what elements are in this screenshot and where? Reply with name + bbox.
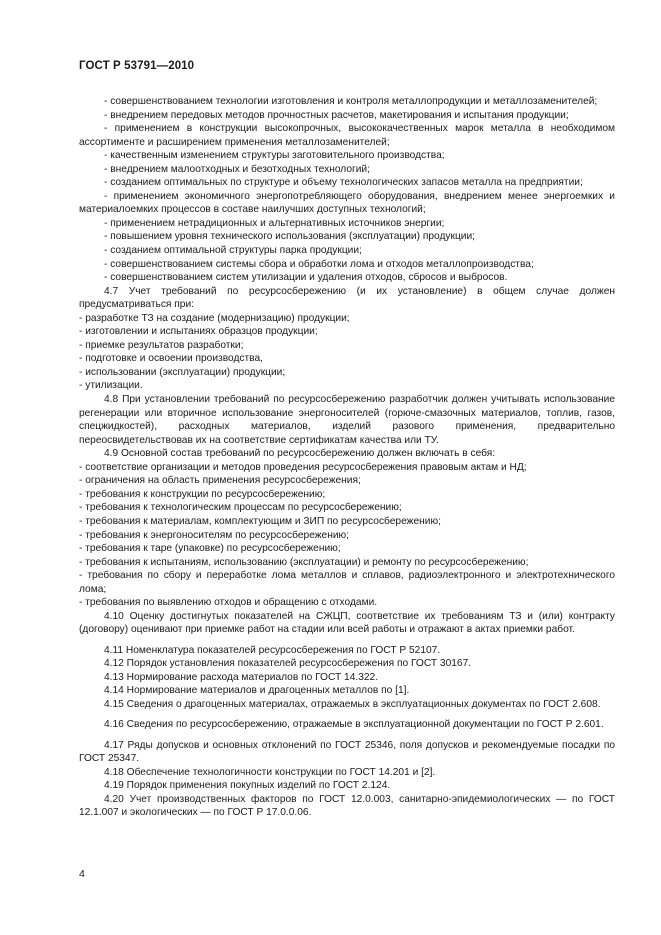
paragraph: 4.10 Оценку достигнутых показателей на СЖЦП, соответствие их требованиям ТЗ и (или) контракту (договору) оценивают при приемке работ на стадии или всей работы и отражают в актах приемки работ. (79, 610, 615, 636)
page-number: 4 (79, 868, 85, 880)
document-body (79, 95, 615, 820)
paragraph: - ограничения на область применения ресурсосбережения; (79, 475, 361, 487)
paragraph: - повышением уровня технического использования (эксплуатации) продукции; (104, 231, 475, 243)
paragraph: - утилизации. (79, 380, 143, 392)
paragraph: - созданием оптимальной структуры парка продукции; (104, 245, 362, 257)
paragraph: - совершенствованием систем утилизации и удаления отходов, сбросов и выбросов. (104, 272, 508, 284)
paragraph: 4.15 Сведения о драгоценных материалах, отражаемых в эксплуатационных документах по ГОСТ 2.608. (104, 698, 601, 710)
paragraph: - применением экономичного энергопотребляющего оборудования, внедрением менее энергоемких и материалоемких процессов в составе наилучших доступных технологий; (79, 190, 615, 216)
paragraph: 4.17 Ряды допусков и основных отклонений по ГОСТ 25346, поля допусков и рекомендуемые посадки по ГОСТ 25347. (79, 739, 615, 765)
paragraph: - требования к таре (упаковке) по ресурсосбережению; (79, 543, 341, 555)
paragraph: 4.7 Учет требований по ресурсосбережению (и их установление) в общем случае должен предусматриваться при: (79, 285, 615, 311)
paragraph: 4.12 Порядок установления показателей ресурсосбережения по ГОСТ 30167. (104, 658, 472, 670)
paragraph: 4.11 Номенклатура показателей ресурсосбережения по ГОСТ Р 52107. (104, 644, 441, 656)
paragraph: 4.13 Нормирование расхода материалов по ГОСТ 14.322. (104, 671, 379, 683)
paragraph: 4.18 Обеспечение технологичности конструкции по ГОСТ 14.201 и [2]. (104, 766, 436, 778)
paragraph: 4.20 Учет производственных факторов по ГОСТ 12.0.003, санитарно-эпидемиологических — по ГОСТ 12.1.007 и экологических — по ГОСТ Р 17.0.0.06. (79, 793, 615, 819)
paragraph: - совершенствованием технологии изготовления и контроля металлопродукции и металлозаменителей; (104, 96, 598, 107)
paragraph: - приемке результатов разработки; (79, 339, 244, 351)
paragraph: 4.19 Порядок применения покупных изделий по ГОСТ 2.124. (104, 780, 391, 792)
paragraph: - качественным изменением структуры заготовительного производства; (104, 150, 445, 162)
paragraph: - требования к энергоносителям по ресурсосбережению; (79, 529, 350, 541)
paragraph: 4.16 Сведения по ресурсосбережению, отражаемые в эксплуатационной документации по ГОСТ Р 2.601. (104, 719, 604, 731)
paragraph: - использовании (эксплуатации) продукции; (79, 366, 286, 378)
paragraph: - внедрением передовых методов прочностных расчетов, макетирования и испытания продукции; (104, 109, 569, 121)
paragraph: - совершенствованием системы сбора и обработки лома и отходов металлопроизводства; (104, 258, 534, 270)
paragraph: - требования по выявлению отходов и обращению с отходами. (79, 597, 378, 609)
paragraph: - разработке ТЗ на создание (модернизацию) продукции; (79, 312, 350, 324)
paragraph: - требования к испытаниям, использованию (эксплуатации) и ремонту по ресурсосбережению; (79, 556, 529, 568)
document-header: ГОСТ Р 53791—2010 (79, 60, 195, 72)
paragraph: - требования по сбору и переработке лома металлов и сплавов, радиоэлектронного и электротехнического лома; (79, 570, 615, 595)
paragraph: 4.9 Основной состав требований по ресурсосбережению должен включать в себя: (104, 448, 496, 460)
paragraph: - требования к конструкции по ресурсосбережению; (79, 488, 326, 500)
paragraph: - подготовке и освоении производства, (79, 353, 263, 365)
paragraph: 4.8 При установлении требований по ресурсосбережению разработчик должен учитывать использование регенерации или вторичное использование энергоносителей (горюче-смазочных материалов, топлив, газов, спецжидкостей), расходных материалов, изделий разового применения, предварительно переосвидетельствовав их на соответствие сертификатам качества или ТУ. (79, 394, 615, 446)
paragraph: - применением в конструкции высокопрочных, высококачественных марок металла в необходимом ассортименте и расширением применения металлозаменителей; (79, 123, 615, 148)
paragraph: - требования к технологическим процессам по ресурсосбережению; (79, 502, 402, 514)
paragraph: - требования к материалам, комплектующим и ЗИП по ресурсосбережению; (79, 515, 441, 527)
paragraph: - внедрением малоотходных и безотходных технологий; (104, 163, 370, 175)
paragraph: - созданием оптимальных по структуре и объему технологических запасов металла на предприятии; (104, 177, 583, 189)
paragraph: - изготовлении и испытаниях образцов продукции; (79, 326, 318, 338)
paragraph: - соответствие организации и методов проведения ресурсосбережения правовым актам и НД; (79, 461, 527, 473)
paragraph: - применением нетрадиционных и альтернативных источников энергии; (104, 217, 445, 229)
paragraph: 4.14 Нормирование материалов и драгоценных металлов по [1]. (104, 685, 410, 697)
